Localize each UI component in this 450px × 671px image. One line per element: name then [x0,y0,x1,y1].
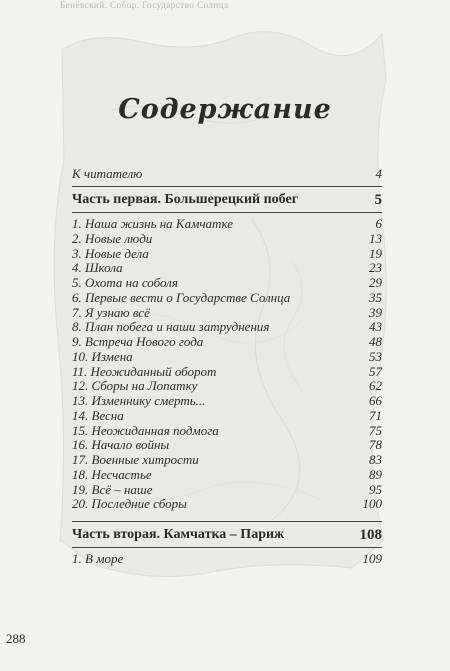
toc-entry-label: 16. Начало войны [72,437,170,453]
toc-entry-label: К читателю [72,166,143,181]
toc-entry-page: 109 [362,551,382,566]
toc-entry[interactable] [72,231,382,246]
page-title: Содержание [118,94,332,125]
toc-entry-label: 3. Новые дела [72,245,149,261]
toc-entry[interactable] [72,319,382,334]
toc-entry-page: 83 [369,452,382,467]
toc-entry-page: 75 [369,422,382,438]
toc-entry-page: 19 [369,245,382,261]
toc-entry-label: 17. Военные хитрости [72,452,199,467]
toc-entry-label: 18. Несчастье [72,466,152,482]
toc-entry-label: 4. Школа [72,260,123,276]
toc-part-label: Часть первая. Большерецкий побег [72,192,299,207]
toc-entry-label: 2. Новые люди [72,230,153,246]
toc-part-heading[interactable] [72,191,382,209]
toc-entry[interactable] [72,437,382,452]
toc-entry[interactable] [72,364,382,379]
toc-entry-label: 5. Охота на соболя [72,275,178,290]
divider [72,186,382,187]
toc-entry[interactable] [72,216,382,231]
running-header: Бенёвский. Собор. Государство Солнца [60,0,229,10]
toc-entry-label: 11. Неожиданный оборот [72,363,217,379]
toc-entry-label: 10. Измена [72,348,133,364]
toc-entry[interactable] [72,246,382,261]
toc-entry-label: 20. Последние сборы [72,496,187,512]
toc-entry[interactable] [72,275,382,290]
toc-part-page: 5 [374,192,382,208]
toc-entry-label: 6. Первые вести о Государстве Солнца [72,289,291,305]
toc-entry-page: 66 [369,393,382,408]
toc-entry-intro[interactable] [72,166,382,181]
toc-entry-page: 35 [369,289,382,305]
toc-entry-page: 4 [375,166,382,181]
divider [72,547,382,548]
toc-entry-label: 9. Встреча Нового года [72,334,204,349]
toc-entry[interactable] [72,260,382,275]
toc-entry[interactable] [72,290,382,305]
toc-entry-label: 15. Неожиданная подмога [72,422,219,438]
divider [72,521,382,522]
toc-entry-page: 57 [369,363,382,379]
toc-entry-label: 19. Всё – наше [72,481,153,497]
toc-entry[interactable] [72,423,382,438]
toc-entry-page: 29 [369,275,382,290]
toc-entry-page: 6 [375,216,382,231]
toc-entry-page: 95 [369,481,382,497]
toc-entry-page: 62 [369,378,382,394]
toc-entry[interactable] [72,496,382,511]
toc-entry-page: 43 [369,319,382,335]
toc-entry-page: 100 [362,496,382,512]
toc-entry[interactable] [72,482,382,497]
toc-entry[interactable] [72,467,382,482]
toc-entry-label: 13. Изменнику смерть... [72,393,206,408]
toc-entry-page: 89 [369,466,382,482]
page-number: 288 [6,631,26,646]
toc-part-label: Часть вторая. Камчатка – Париж [72,527,285,542]
toc-entry[interactable] [72,452,382,467]
toc-entry[interactable] [72,393,382,408]
toc-entry[interactable] [72,305,382,320]
divider [72,212,382,213]
toc-entry-label: 7. Я узнаю всё [72,304,150,320]
toc-entry-label: 8. План побега и наши затруднения [72,319,270,335]
toc-entry[interactable] [72,408,382,423]
toc-entry-label: 1. Наша жизнь на Камчатке [72,216,233,231]
toc-entry-page: 23 [369,260,382,276]
toc-entry-page: 39 [369,304,382,320]
toc-entry-page: 71 [369,407,382,423]
toc-entry-label: 1. В море [72,551,124,566]
toc-entry[interactable] [72,551,382,566]
toc-part-page: 108 [359,527,382,543]
toc-entry-page: 48 [369,334,382,349]
toc-entry-label: 12. Сборы на Лопатку [72,378,198,394]
toc-entry-label: 14. Весна [72,407,124,423]
toc-entry-page: 78 [369,437,382,453]
toc-entry-page: 53 [369,348,382,364]
toc-entry-page: 13 [369,230,382,246]
toc-entry[interactable] [72,334,382,349]
toc-part-heading[interactable] [72,526,382,544]
toc-entry[interactable] [72,349,382,364]
toc-entry[interactable] [72,378,382,393]
